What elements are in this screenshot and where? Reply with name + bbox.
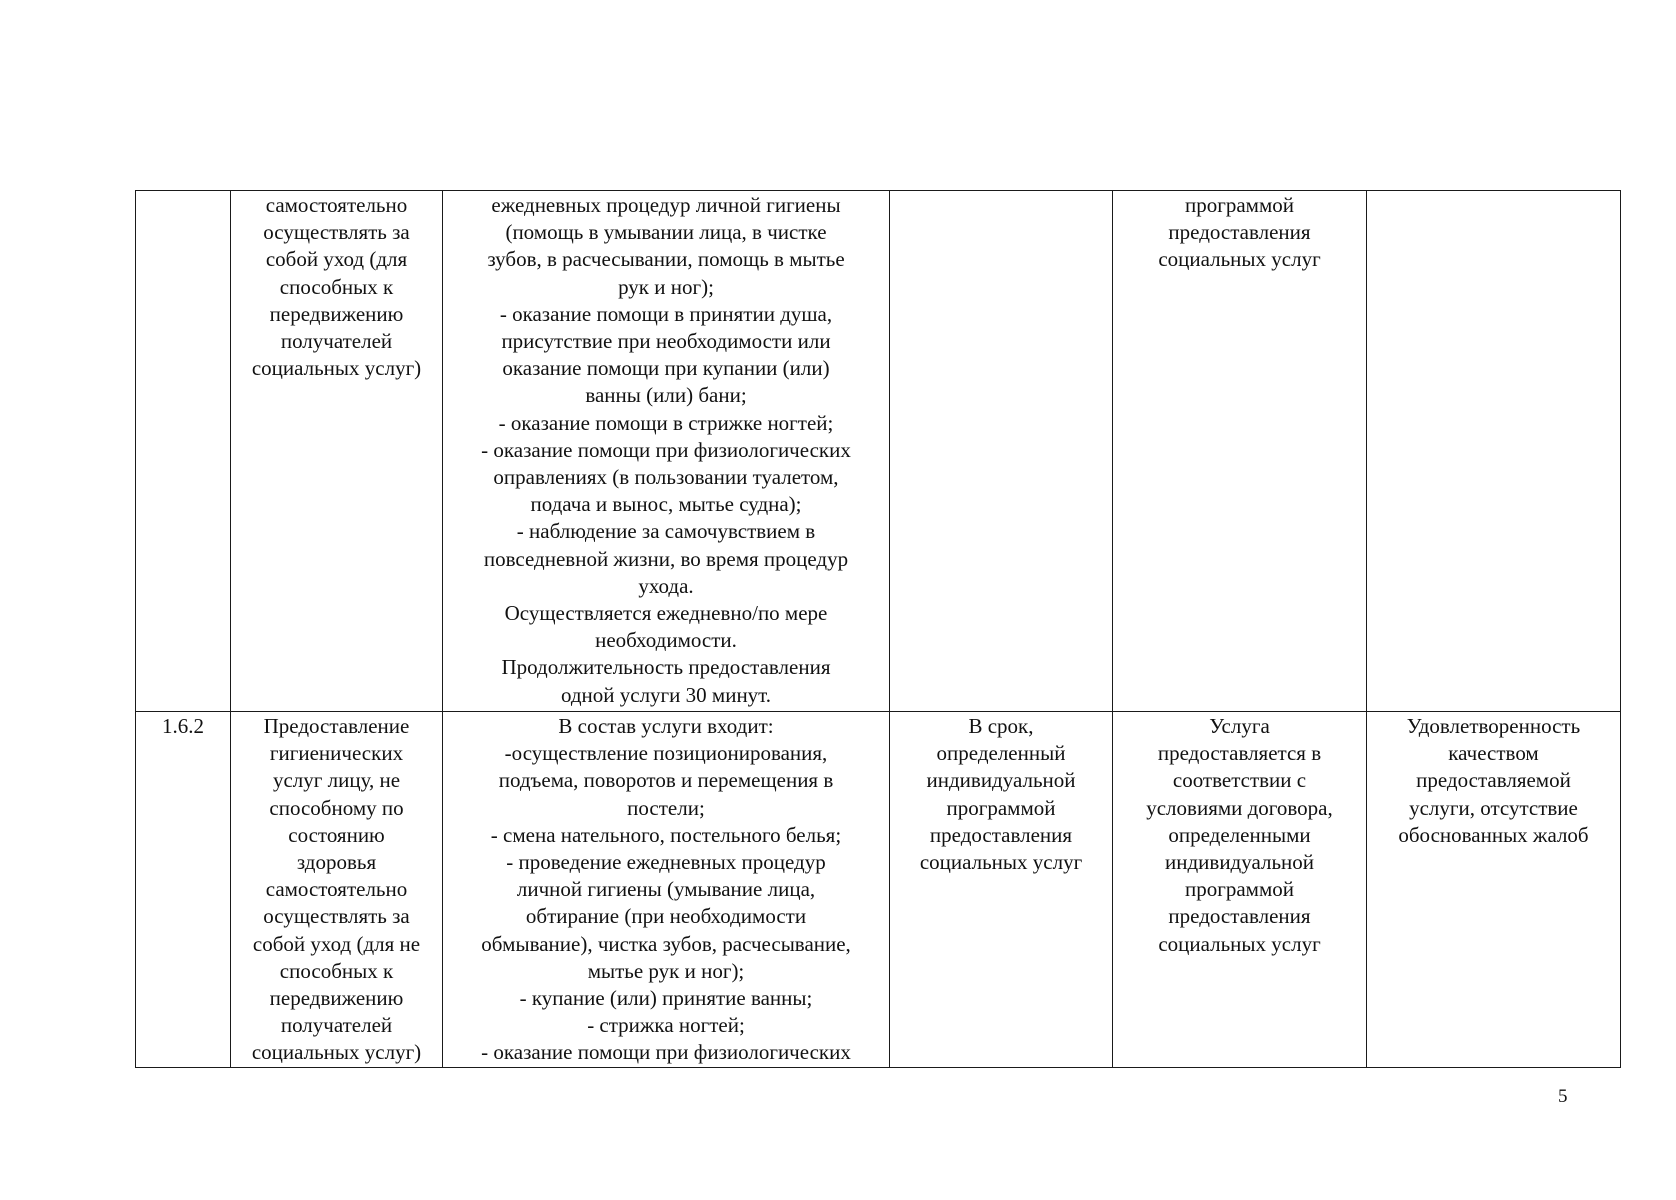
cell-text-line: соответствии с [1172, 768, 1307, 793]
cell-text-line: социальных услуг [919, 850, 1083, 875]
cell-text-line: одной услуги 30 минут. [560, 682, 772, 707]
services-table [135, 190, 1621, 1068]
service-quality-cell [1367, 712, 1621, 1068]
cell-text-line: ухода. [638, 573, 694, 598]
cell-text-line: индивидуальной [1165, 850, 1314, 875]
cell-text-line: получателей [280, 1013, 393, 1038]
cell-text-line: способному по [269, 795, 404, 820]
cell-text-line: состоянию [288, 822, 385, 847]
cell-text-line: - стрижка ногтей; [587, 1013, 745, 1038]
cell-text-line: личной гигиены (умывание лица, [516, 877, 816, 902]
cell-text-line: способных к [279, 958, 394, 983]
cell-text-line: предоставления [1168, 904, 1311, 929]
cell-text-line: предоставляемой [1416, 768, 1571, 793]
cell-text-line: ванны (или) бани; [585, 383, 747, 408]
cell-text-line: передвижению [269, 301, 404, 326]
cell-text-line: получателей [280, 329, 393, 354]
cell-text-line: предоставляется в [1157, 741, 1322, 766]
cell-text-line: Удовлетворенность [1406, 714, 1581, 738]
cell-text-line: - купание (или) принятие ванны; [519, 986, 813, 1011]
cell-text-line: осуществлять за [263, 220, 410, 245]
service-term-cell [890, 712, 1113, 1068]
cell-text-line: социальных услуг [1158, 247, 1321, 272]
cell-text-line: постели; [627, 795, 705, 820]
cell-text-line: рук и ног); [618, 274, 714, 299]
cell-text-line: социальных услуг) [251, 1040, 422, 1065]
cell-text-line: программой [946, 795, 1056, 820]
cell-text-line: индивидуальной [926, 768, 1076, 793]
cell-text-line: В состав услуги входит: [558, 714, 774, 738]
cell-text-line: подача и вынос, мытье судна); [530, 492, 802, 517]
service-content-cell [443, 712, 890, 1068]
cell-text-line: - оказание помощи при физиологических [481, 437, 851, 462]
cell-text-line: Услуга [1209, 714, 1270, 738]
cell-text-line: определенный [936, 741, 1066, 766]
cell-text-line: повседневной жизни, во время процедур [483, 546, 849, 571]
cell-text-line: присутствие при необходимости или [501, 329, 831, 354]
page-number: 5 [1558, 1086, 1568, 1107]
service-name-cell [231, 191, 443, 712]
cell-text-line: оправлениях (в пользовании туалетом, [493, 465, 839, 490]
service-number-cell [136, 191, 231, 712]
cell-text-line: обмывание), чистка зубов, расчесывание, [481, 931, 851, 956]
cell-text-line: способных к [279, 274, 394, 299]
cell-text-line: Продолжительность предоставления [501, 655, 831, 680]
cell-text-line: - наблюдение за самочувствием в [516, 519, 816, 544]
cell-text-line: предоставления [1168, 220, 1311, 245]
cell-text-line: определенными [1168, 822, 1311, 847]
cell-text-line: -осуществление позиционирования, [504, 741, 828, 766]
cell-text-line: предоставления [929, 822, 1073, 847]
cell-text-line: передвижению [269, 986, 404, 1011]
cell-text-line: мытье рук и ног); [587, 958, 745, 983]
cell-text-line: качеством [1448, 741, 1539, 766]
cell-text-line: услуги, отсутствие [1409, 795, 1578, 820]
cell-text-line: зубов, в расчесывании, помощь в мытье [487, 247, 845, 272]
cell-text-line: обоснованных жалоб [1398, 822, 1589, 847]
cell-text-line: необходимости. [595, 628, 737, 653]
cell-text-line: собой уход (для [265, 247, 408, 272]
cell-text-line: ежедневных процедур личной гигиены [491, 193, 841, 217]
cell-text-line: самостоятельно [265, 877, 408, 902]
service-term-cell [890, 191, 1113, 712]
cell-text-line: условиями договора, [1146, 795, 1333, 820]
cell-text-line: Предоставление [263, 714, 410, 738]
service-number-cell: 1.6.2 [136, 712, 231, 1068]
cell-text-line: - смена нательного, постельного белья; [490, 822, 842, 847]
cell-text-line: В срок, [968, 714, 1034, 738]
cell-text-line: программой [1185, 877, 1294, 902]
cell-text-line: здоровья [296, 850, 377, 875]
cell-text-line: услуг лицу, не [272, 768, 401, 793]
cell-text-line: социальных услуг [1158, 931, 1321, 956]
table-row [136, 712, 1621, 1068]
cell-text-line: программой [1185, 193, 1294, 217]
cell-text-line: гигиенических [269, 741, 404, 766]
cell-text-line: (помощь в умывании лица, в чистке [505, 220, 827, 245]
cell-text-line: осуществлять за [263, 904, 410, 929]
cell-text-line: собой уход (для не [252, 931, 421, 956]
cell-text-line: обтирание (при необходимости [525, 904, 807, 929]
service-conditions-cell [1113, 191, 1367, 712]
cell-text-line: - проведение ежедневных процедур [506, 850, 826, 875]
cell-text-line: - оказание помощи в принятии душа, [499, 301, 833, 326]
cell-text-line: самостоятельно [265, 193, 408, 217]
cell-text-line: социальных услуг) [251, 356, 422, 381]
cell-text-line: оказание помощи при купании (или) [502, 356, 830, 381]
cell-text-line: - оказание помощи в стрижке ногтей; [498, 410, 834, 435]
cell-text-line: - оказание помощи при физиологических [481, 1040, 851, 1065]
cell-text-line: подъема, поворотов и перемещения в [498, 768, 834, 793]
service-conditions-cell [1113, 712, 1367, 1068]
service-name-cell [231, 712, 443, 1068]
service-content-cell [443, 191, 890, 712]
table-row [136, 191, 1621, 712]
cell-text-line: Осуществляется ежедневно/по мере [504, 601, 828, 626]
service-quality-cell [1367, 191, 1621, 712]
